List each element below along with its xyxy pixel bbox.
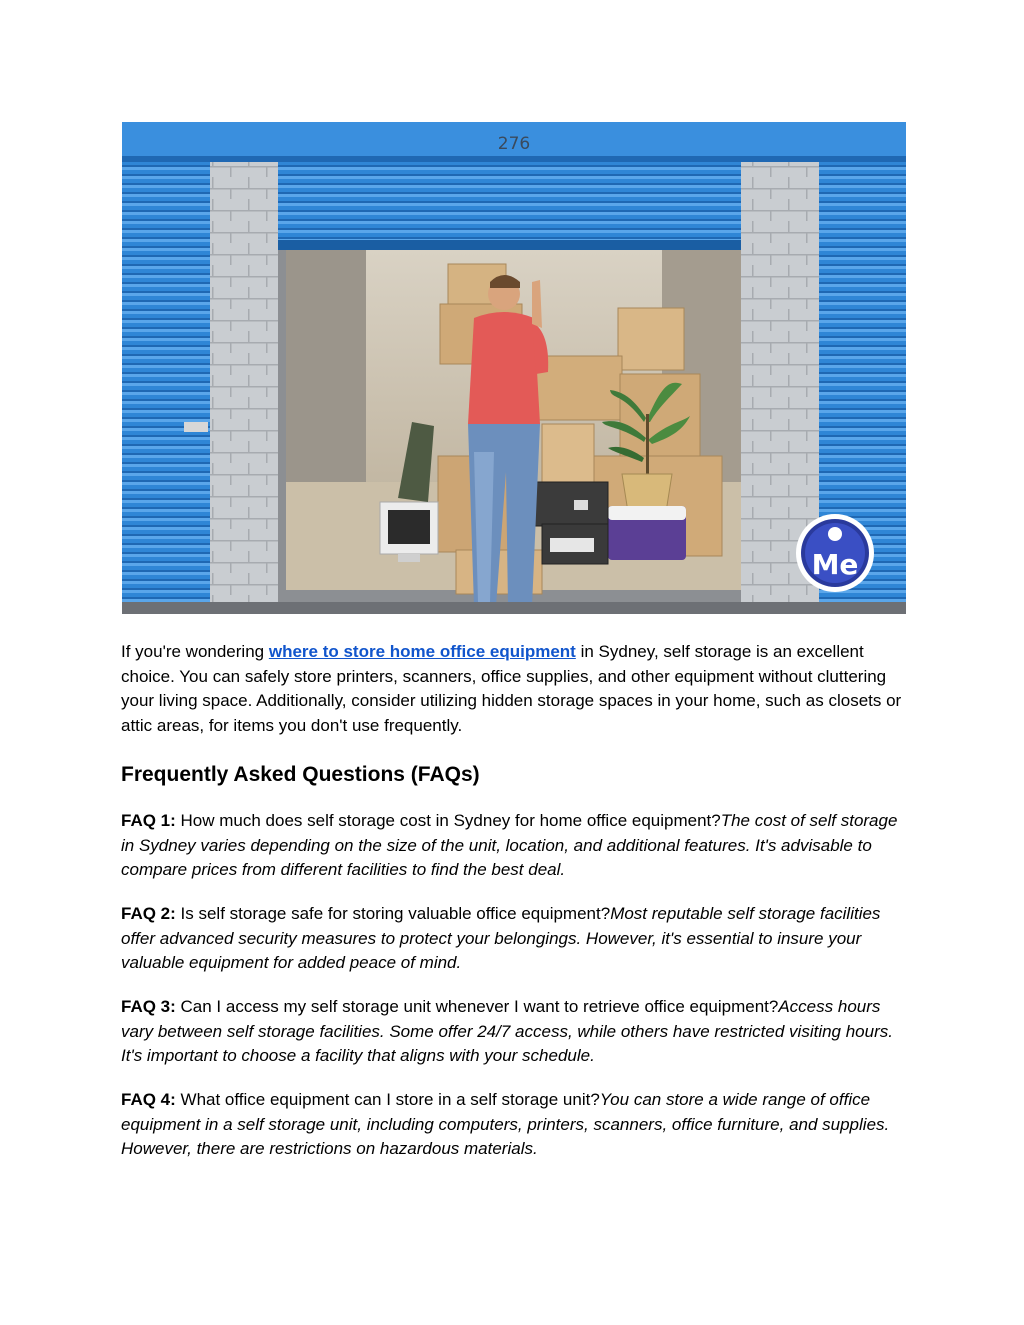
faq-question: What office equipment can I store in a self storage unit? xyxy=(175,1090,600,1109)
faq-question: How much does self storage cost in Sydney for home office equipment? xyxy=(175,811,721,830)
me-logo xyxy=(796,514,874,592)
logo-text: Me xyxy=(811,548,859,581)
intro-text-before-link: If you're wondering xyxy=(121,642,269,661)
intro-text-after-link: in Sydney, self storage is an excellent choice. You can safely store printers, scanners, office supplies, and other equipment without cluttering your living space. Additionally, consider utilizing hidden storage spaces in your home, such as closets or attic areas, for items you don't use frequently. xyxy=(121,642,902,735)
faq-label: FAQ 2: xyxy=(121,904,176,923)
intro-paragraph xyxy=(121,640,911,738)
faq-heading: Frequently Asked Questions (FAQs) xyxy=(121,763,480,786)
faq-question: Can I access my self storage unit whenever I want to retrieve office equipment? xyxy=(175,997,779,1016)
storage-unit-illustration xyxy=(122,122,906,614)
faq-item-2 xyxy=(121,902,911,976)
faq-label: FAQ 1: xyxy=(121,811,176,830)
faq-answer: Most reputable self storage facilities offer advanced security measures to protect your belongings. However, it's essential to insure your valuable equipment for added peace of mind. xyxy=(121,904,881,972)
home-office-storage-link[interactable]: where to store home office equipment xyxy=(268,642,576,661)
faq-item-3 xyxy=(121,995,911,1069)
door-latch xyxy=(184,422,208,432)
unit-number: 276 xyxy=(497,134,531,154)
faq-answer: You can store a wide range of office equipment in a self storage unit, including computers, printers, scanners, office furniture, and supplies. However, there are restrictions on hazardous materials. xyxy=(121,1090,890,1158)
storage-unit-photo xyxy=(122,122,906,614)
faq-label: FAQ 4: xyxy=(121,1090,176,1109)
faq-item-4 xyxy=(121,1088,911,1162)
faq-answer: Access hours vary between self storage facilities. Some offer 24/7 access, while others have restricted visiting hours. It's important to choose a facility that aligns with your schedule. xyxy=(121,997,893,1065)
faq-answer: The cost of self storage in Sydney varies depending on the size of the unit, location, and additional features. It's advisable to compare prices from different facilities to find the best deal. xyxy=(121,811,898,879)
faq-question: Is self storage safe for storing valuable office equipment? xyxy=(175,904,611,923)
faq-item-1 xyxy=(121,809,911,883)
faq-label: FAQ 3: xyxy=(121,997,176,1016)
storage-bin xyxy=(528,482,608,526)
